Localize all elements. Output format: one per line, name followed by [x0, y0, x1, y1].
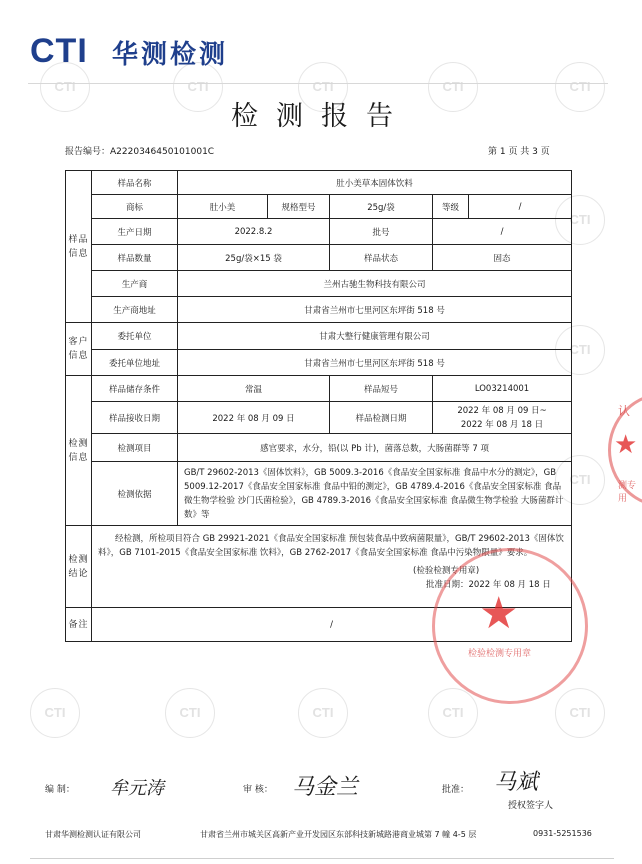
- page-info: 第 1 页 共 3 页: [488, 147, 550, 157]
- company-logo-chinese: 华测检测: [112, 40, 229, 70]
- watermark-logo: CTI: [40, 62, 90, 112]
- reviewer-label: 审 核：: [243, 785, 273, 795]
- approver-signature: 马斌: [494, 770, 539, 795]
- seal-star-icon: ★: [479, 588, 519, 639]
- watermark-logo: CTI: [298, 62, 348, 112]
- receive-date-value: 2022 年 08 月 09 日: [178, 402, 330, 434]
- client-address-label: 委托单位地址: [92, 350, 178, 376]
- manufacturer-label: 生产商: [92, 271, 178, 297]
- sample-quantity-label: 样品数量: [92, 245, 178, 271]
- footer-address: 甘肃省兰州市城关区高新产业开发园区东部科技新城路港商业城第 7 幢 4-5 层: [200, 830, 477, 839]
- watermark-logo: CTI: [30, 688, 80, 738]
- trademark-value: 肚小美: [178, 195, 268, 219]
- watermark-logo: CTI: [555, 62, 605, 112]
- trademark-label: 商标: [92, 195, 178, 219]
- spec-label: 规格型号: [268, 195, 330, 219]
- report-title: 检测报告: [231, 101, 411, 132]
- client-unit-value: 甘肃大整行健康管理有限公司: [178, 323, 572, 350]
- spec-value: 25g/袋: [330, 195, 433, 219]
- conclusion-issue-date: 批准日期：2022 年 08 月 18 日: [426, 580, 551, 590]
- report-number-value: A2220346450101001C: [110, 147, 215, 157]
- watermark-logo: CTI: [298, 688, 348, 738]
- sample-name-label: 样品名称: [92, 171, 178, 195]
- test-basis-label: 检测依据: [92, 462, 178, 526]
- grade-value: /: [469, 195, 572, 219]
- section-conclusion: 检测结论: [66, 526, 92, 608]
- sample-state-value: 固态: [433, 245, 572, 271]
- approver-title: 授权签字人: [508, 801, 554, 811]
- watermark-logo: CTI: [428, 62, 478, 112]
- receive-date-label: 样品接收日期: [92, 402, 178, 434]
- footer-divider: [30, 858, 614, 859]
- storage-condition-value: 常温: [178, 376, 330, 402]
- manufacturer-address-label: 生产商地址: [92, 297, 178, 323]
- side-seal-text-top: 认: [618, 404, 631, 418]
- sample-name-value: 肚小美草本固体饮料: [178, 171, 572, 195]
- batch-value: /: [433, 219, 572, 245]
- test-date-value: [433, 402, 572, 434]
- watermark-logo: CTI: [165, 688, 215, 738]
- test-items-value: 感官要求，水分，铅(以 Pb 计)，菌落总数，大肠菌群等 7 项: [178, 434, 572, 462]
- report-number: [65, 144, 214, 157]
- manufacturer-address-value: 甘肃省兰州市七里河区东坪街 518 号: [178, 297, 572, 323]
- test-date-end: 2022 年 08 月 18 日: [460, 419, 544, 430]
- client-unit-label: 委托单位: [92, 323, 178, 350]
- test-basis-value: GB/T 29602-2013《固体饮料》，GB 5009.3-2016《食品安全国家标准 食品中水分的测定》，GB 5009.12-2017《食品安全国家标准 食品中铅的测定》，GB 4789.4-2016《食品安全国家标准 食品微生物学检验 沙门氏菌检验》，GB 4789.3-2016《食品安全国家标准 食品微生物学检验 大肠菌群计数》等: [178, 462, 572, 526]
- watermark-logo: CTI: [555, 325, 605, 375]
- watermark-logo: CTI: [555, 688, 605, 738]
- section-client-info: 客户信息: [66, 323, 92, 376]
- compiler-signature: 牟元涛: [110, 778, 164, 799]
- reviewer-signature: 马金兰: [292, 775, 359, 800]
- batch-label: 批号: [330, 219, 433, 245]
- seal-text: 检验检测专用章: [468, 649, 532, 659]
- watermark-logo: CTI: [173, 62, 223, 112]
- watermark-logo: CTI: [555, 455, 605, 505]
- sample-quantity-value: 25g/袋×15 袋: [178, 245, 330, 271]
- watermark-logo: CTI: [428, 688, 478, 738]
- watermark-logo: CTI: [555, 195, 605, 245]
- conclusion-stamp-note: (检验检测专用章): [413, 566, 480, 576]
- company-logo: CTI: [30, 32, 88, 70]
- header-divider: [28, 83, 608, 84]
- side-seal-text-bottom: 测专用: [618, 481, 637, 504]
- conclusion-text: 经检测，所检项目符合 GB 29921-2021《食品安全国家标准 预包装食品中致病菌限量》，GB/T 29602-2013《固体饮料》，GB 7101-2015《食品安全国家标准 饮料》，GB 2762-2017《食品安全国家标准 食品中污染物限量》要求。: [98, 534, 564, 558]
- footer-company: 甘肃华测检测认证有限公司: [45, 830, 141, 839]
- section-remark: 备注: [66, 608, 92, 642]
- storage-condition-label: 样品储存条件: [92, 376, 178, 402]
- sample-id-value: LO03214001: [433, 376, 572, 402]
- test-date-start: 2022 年 08 月 09 日~: [457, 405, 547, 416]
- compiler-label: 编 制：: [45, 785, 75, 795]
- production-date-label: 生产日期: [92, 219, 178, 245]
- section-sample-info: 样品信息: [66, 171, 92, 323]
- manufacturer-value: 兰州古驰生物科技有限公司: [178, 271, 572, 297]
- section-testing-info: 检测信息: [66, 376, 92, 526]
- sample-id-label: 样品短号: [330, 376, 433, 402]
- footer-phone: 0931-5251536: [533, 829, 592, 838]
- sample-state-label: 样品状态: [330, 245, 433, 271]
- report-number-label: 报告编号：: [65, 147, 111, 157]
- grade-label: 等级: [433, 195, 469, 219]
- side-seal-star-icon: ★: [614, 430, 638, 460]
- test-date-label: 样品检测日期: [330, 402, 433, 434]
- remark-value: /: [92, 608, 572, 642]
- client-address-value: 甘肃省兰州市七里河区东坪街 518 号: [178, 350, 572, 376]
- production-date-value: 2022.8.2: [178, 219, 330, 245]
- test-items-label: 检测项目: [92, 434, 178, 462]
- approver-label: 批准：: [442, 785, 470, 795]
